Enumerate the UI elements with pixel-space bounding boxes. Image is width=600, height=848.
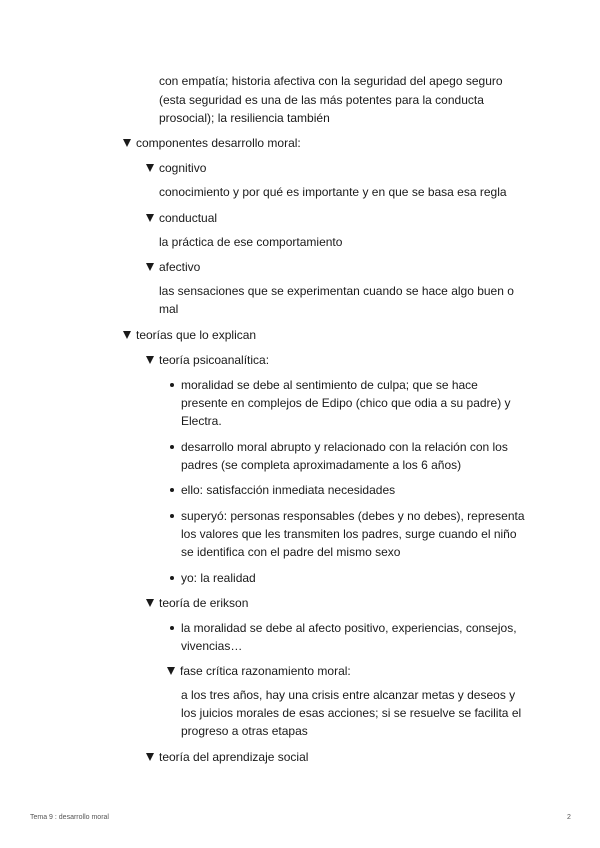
critical-line-3: progreso a otras etapas: [181, 724, 308, 738]
psy-b1-line-1: moralidad se debe al sentimiento de culpa; que se hace: [181, 378, 478, 392]
bullet-icon: [170, 383, 174, 387]
components-heading[interactable]: componentes desarrollo moral:: [123, 134, 301, 152]
collapse-triangle-icon[interactable]: [167, 667, 175, 675]
bullet-icon: [170, 626, 174, 630]
cognitive-text: conocimiento y por qué es importante y en que se basa esa regla: [159, 185, 507, 199]
intro-line-2: (esta seguridad es una de las más potentes para la conducta: [159, 93, 484, 107]
theories-heading[interactable]: teorías que lo explican: [123, 326, 256, 344]
behavioral-heading[interactable]: conductual: [146, 209, 217, 227]
psy-b1-line-2: presente en complejos de Edipo (chico que odia a su padre) y: [181, 396, 511, 410]
bullet-icon: [170, 488, 174, 492]
collapse-triangle-icon[interactable]: [123, 331, 131, 339]
bullet-icon: [170, 514, 174, 518]
bullet-icon: [170, 576, 174, 580]
affective-heading[interactable]: afectivo: [146, 258, 200, 276]
psy-b4-line-1: superyó: personas responsables (debes y no debes), representa: [181, 509, 525, 523]
affective-text-2: mal: [159, 302, 179, 316]
collapse-triangle-icon[interactable]: [146, 356, 154, 364]
psy-b4-line-2: los valores que les transmiten los padres, surge cuando el niño: [181, 527, 517, 541]
behavioral-text: la práctica de ese comportamiento: [159, 235, 343, 249]
psy-b4-line-3: se identifica con el padre del mismo sexo: [181, 545, 401, 559]
psy-b1-line-3: Electra.: [181, 414, 222, 428]
critical-phase-heading[interactable]: fase crítica razonamiento moral:: [167, 662, 351, 680]
bullet-icon: [170, 445, 174, 449]
collapse-triangle-icon[interactable]: [146, 753, 154, 761]
collapse-triangle-icon[interactable]: [146, 599, 154, 607]
erikson-b1-line-1: la moralidad se debe al afecto positivo, experiencias, consejos,: [181, 621, 517, 635]
psy-b2-line-1: desarrollo moral abrupto y relacionado con la relación con los: [181, 440, 508, 454]
erikson-b1-line-2: vivencias…: [181, 639, 243, 653]
critical-line-1: a los tres años, hay una crisis entre alcanzar metas y deseos y: [181, 688, 516, 702]
page-number: 2: [567, 814, 571, 821]
erikson-heading[interactable]: teoría de erikson: [146, 594, 248, 612]
psychoanalytic-heading[interactable]: teoría psicoanalítica:: [146, 351, 269, 369]
collapse-triangle-icon[interactable]: [123, 139, 131, 147]
psy-b3-line-1: ello: satisfacción inmediata necesidades: [181, 483, 396, 497]
footer-title: Tema 9 : desarrollo moral: [30, 814, 109, 821]
social-learning-heading[interactable]: teoría del aprendizaje social: [146, 748, 308, 766]
intro-line-3: prosocial); la resiliencia también: [159, 111, 330, 125]
psy-b5-line-1: yo: la realidad: [181, 571, 256, 585]
cognitive-heading[interactable]: cognitivo: [146, 159, 206, 177]
collapse-triangle-icon[interactable]: [146, 214, 154, 222]
intro-line-1: con empatía; historia afectiva con la seguridad del apego seguro: [159, 74, 503, 88]
affective-text-1: las sensaciones que se experimentan cuando se hace algo buen o: [159, 284, 514, 298]
critical-line-2: los juicios morales de esas acciones; si se resuelve se facilita el: [181, 706, 522, 720]
collapse-triangle-icon[interactable]: [146, 263, 154, 271]
psy-b2-line-2: padres (se completa aproximadamente a los 6 años): [181, 458, 462, 472]
collapse-triangle-icon[interactable]: [146, 164, 154, 172]
